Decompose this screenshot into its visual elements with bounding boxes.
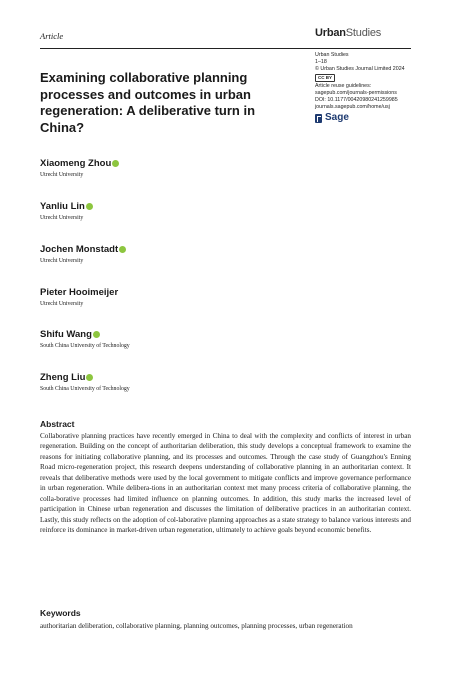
article-title: Examining collaborative planning processes and outcomes in urban regeneration: A deliberative turn in China?: [40, 70, 256, 135]
header-rule: [40, 48, 411, 49]
reuse-link[interactable]: sagepub.com/journals-permissions: [315, 90, 397, 96]
journal-meta: [315, 52, 415, 124]
author-block: [40, 158, 119, 178]
author-block: [40, 287, 118, 307]
cc-license-badge: CC BY: [315, 74, 335, 82]
page-range: 1–18: [315, 59, 327, 65]
author-affiliation: South China University of Technology: [40, 343, 130, 349]
author-name: Xiaomeng Zhou: [40, 158, 112, 169]
author-name: Jochen Monstadt: [40, 244, 119, 255]
author-name: Yanliu Lin: [40, 201, 85, 212]
author-affiliation: South China University of Technology: [40, 386, 130, 392]
reuse-label: Article reuse guidelines:: [315, 83, 372, 89]
orcid-icon[interactable]: [86, 374, 93, 381]
author-affiliation: Utrecht University: [40, 301, 84, 307]
author-block: [40, 244, 126, 264]
orcid-icon[interactable]: [93, 331, 100, 338]
keywords-text: authoritarian deliberation, collaborative planning, planning outcomes, planning processes, urban regeneration: [40, 622, 353, 630]
abstract-heading: Abstract: [40, 419, 75, 429]
journal-url[interactable]: journals.sagepub.com/home/usj: [315, 104, 390, 110]
author-block: [40, 372, 130, 392]
author-affiliation: Utrecht University: [40, 215, 84, 221]
author-block: [40, 329, 130, 349]
orcid-icon[interactable]: [112, 160, 119, 167]
author-name: Zheng Liu: [40, 372, 86, 383]
orcid-icon[interactable]: [119, 246, 126, 253]
author-block: [40, 201, 93, 221]
journal-name: Urban Studies: [315, 52, 349, 58]
doi[interactable]: DOI: 10.1177/00420980241259985: [315, 97, 398, 103]
author-name: Pieter Hooimeijer: [40, 287, 119, 298]
brand-light: Studies: [345, 27, 382, 39]
author-affiliation: Utrecht University: [40, 258, 84, 264]
journal-brand-logo: [315, 27, 381, 39]
sage-mark-icon: [315, 114, 322, 123]
sage-logo: [315, 112, 415, 124]
keywords-heading: Keywords: [40, 608, 81, 618]
author-affiliation: Utrecht University: [40, 172, 84, 178]
publisher-name: Sage: [325, 112, 349, 123]
orcid-icon[interactable]: [86, 203, 93, 210]
copyright: © Urban Studies Journal Limited 2024: [315, 66, 405, 72]
brand-bold: Urban: [315, 27, 346, 39]
author-name: Shifu Wang: [40, 329, 92, 340]
abstract-text: Collaborative planning practices have recently emerged in China to deal with the complexity and conflicts of interest in urban regeneration. Building on the concept of authoritarian deliberation, this study develops a conceptual framework to examine the reasons for initiating collaborative planning, and its processes and outcomes. Through the case study of Guangzhou's Enning Road micro-regeneration project, this research deepens understanding of collaborative planning in an authoritarian context. It reveals that deliberative methods were used by the local government to mitigate conflicts and improve governance performance in urban regeneration. While delibera-tions in an authoritarian context met many process criteria of collaborative planning, the colla-borative processes had limited influence on planning outcomes. In addition, this study marks the increased level of participation in Chinese urban regeneration and discusses the limitation of deliberative practices in an authoritarian context. Lastly, this study reflects on the adoption of col-laborative planning approaches as a state strategy to balance various interests and reinforce its dominance in market-driven urban regeneration, ultimately to achieve goals beyond economic benefits.: [40, 432, 411, 535]
article-type-label: Article: [40, 31, 64, 41]
